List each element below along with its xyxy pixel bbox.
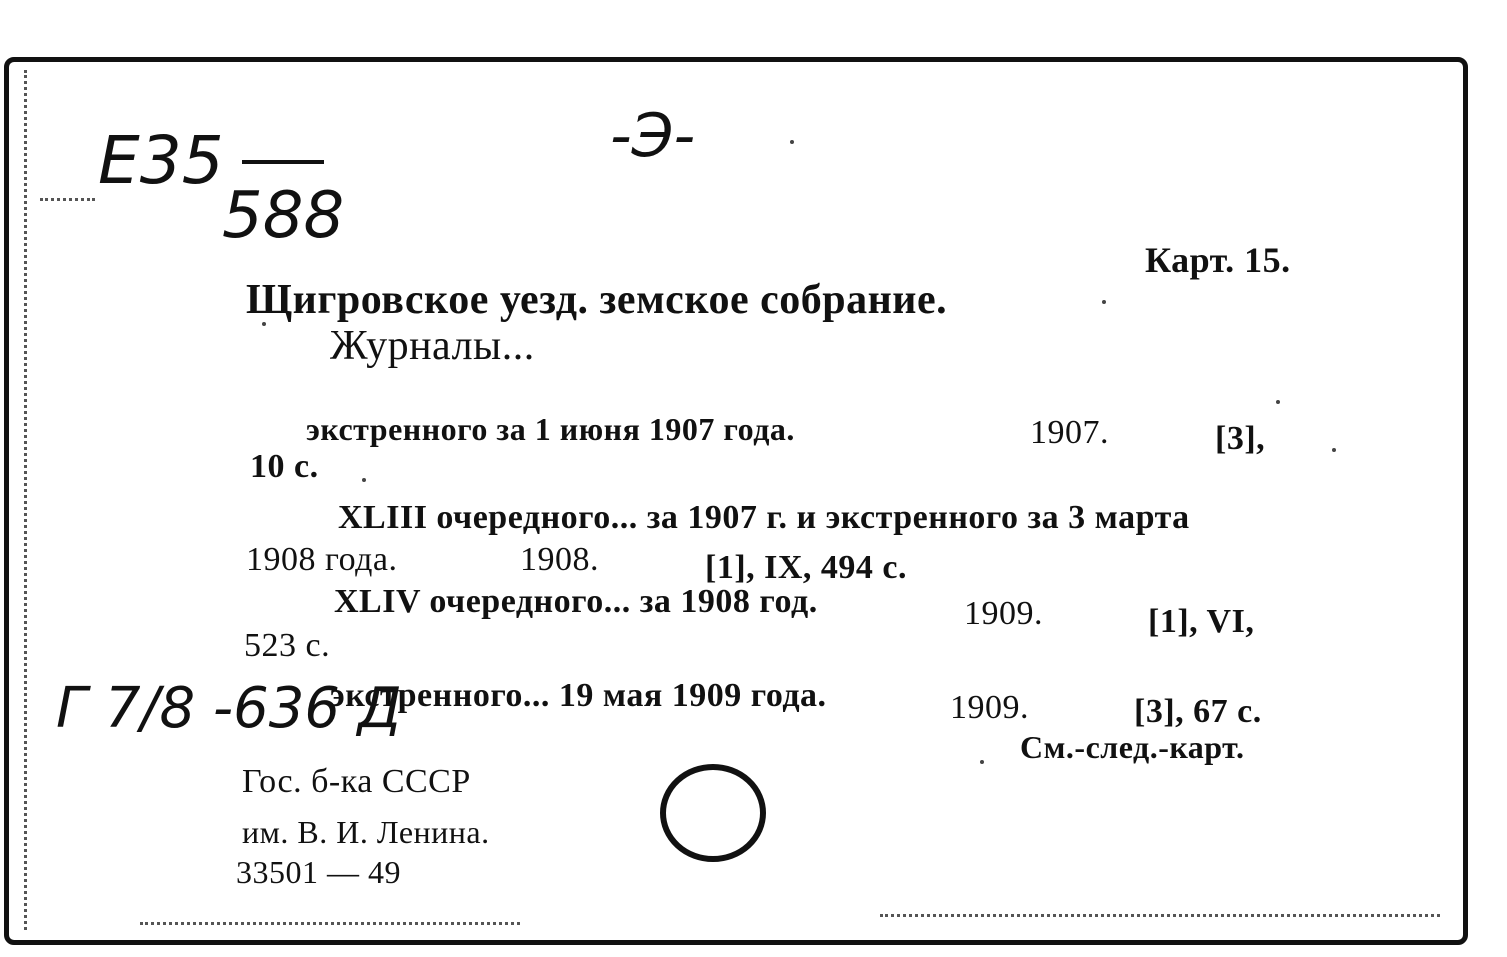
entry-1-pages: 10 с. <box>250 448 319 485</box>
library-line-2: им. В. И. Ленина. <box>242 814 490 850</box>
left-margin-dots <box>24 70 27 930</box>
call-number-divider <box>242 160 324 164</box>
call-number-bottom: 588 <box>222 179 345 253</box>
bottom-dots-right <box>880 914 1440 917</box>
entry-1-text: экстренного за 1 июня 1907 года. <box>306 411 795 447</box>
entry-3-year: 1909. <box>964 595 1043 632</box>
speck <box>790 140 794 144</box>
title-line-1: Щигровское уезд. земское собрание. <box>246 277 948 323</box>
bottom-dots <box>140 922 520 925</box>
speck <box>1332 448 1336 452</box>
entry-1-format: [3], <box>1215 420 1266 457</box>
call-number-top: E35 <box>98 122 224 199</box>
entry-4-year: 1909. <box>950 689 1029 726</box>
entry-3-pages: 523 с. <box>244 627 331 664</box>
mark-symbol: -Э- <box>610 101 696 171</box>
entry-3-format: [1], VI, <box>1148 603 1255 640</box>
title-line-2: Журналы... <box>330 323 535 369</box>
entry-4-text: экстренного... 19 мая 1909 года. <box>330 677 827 714</box>
entry-2-format: [1], IX, 494 с. <box>705 549 908 586</box>
speck <box>362 478 366 482</box>
library-line-1: Гос. б-ка СССР <box>242 763 471 800</box>
entry-1-year: 1907. <box>1030 414 1109 451</box>
see-next-card: См.-след.-карт. <box>1020 729 1245 765</box>
entry-2-text: XLIII очередного... за 1907 г. и экстренного за 3 марта <box>338 499 1190 536</box>
speck <box>980 760 984 764</box>
handwritten-shelf-mark: Г 7/8 -636 Д <box>56 676 402 741</box>
entry-4-format: [3], 67 с. <box>1134 693 1262 730</box>
call-number-dots <box>40 198 95 201</box>
entry-2-year-line: 1908 года. <box>246 541 398 578</box>
punch-hole-icon <box>650 760 780 870</box>
card-number: Карт. 15. <box>1145 240 1291 280</box>
speck <box>1276 400 1280 404</box>
entry-2-year: 1908. <box>520 541 599 578</box>
speck <box>1102 300 1106 304</box>
library-line-3: 33501 — 49 <box>236 854 401 890</box>
entry-3-text: XLIV очередного... за 1908 год. <box>334 583 818 620</box>
